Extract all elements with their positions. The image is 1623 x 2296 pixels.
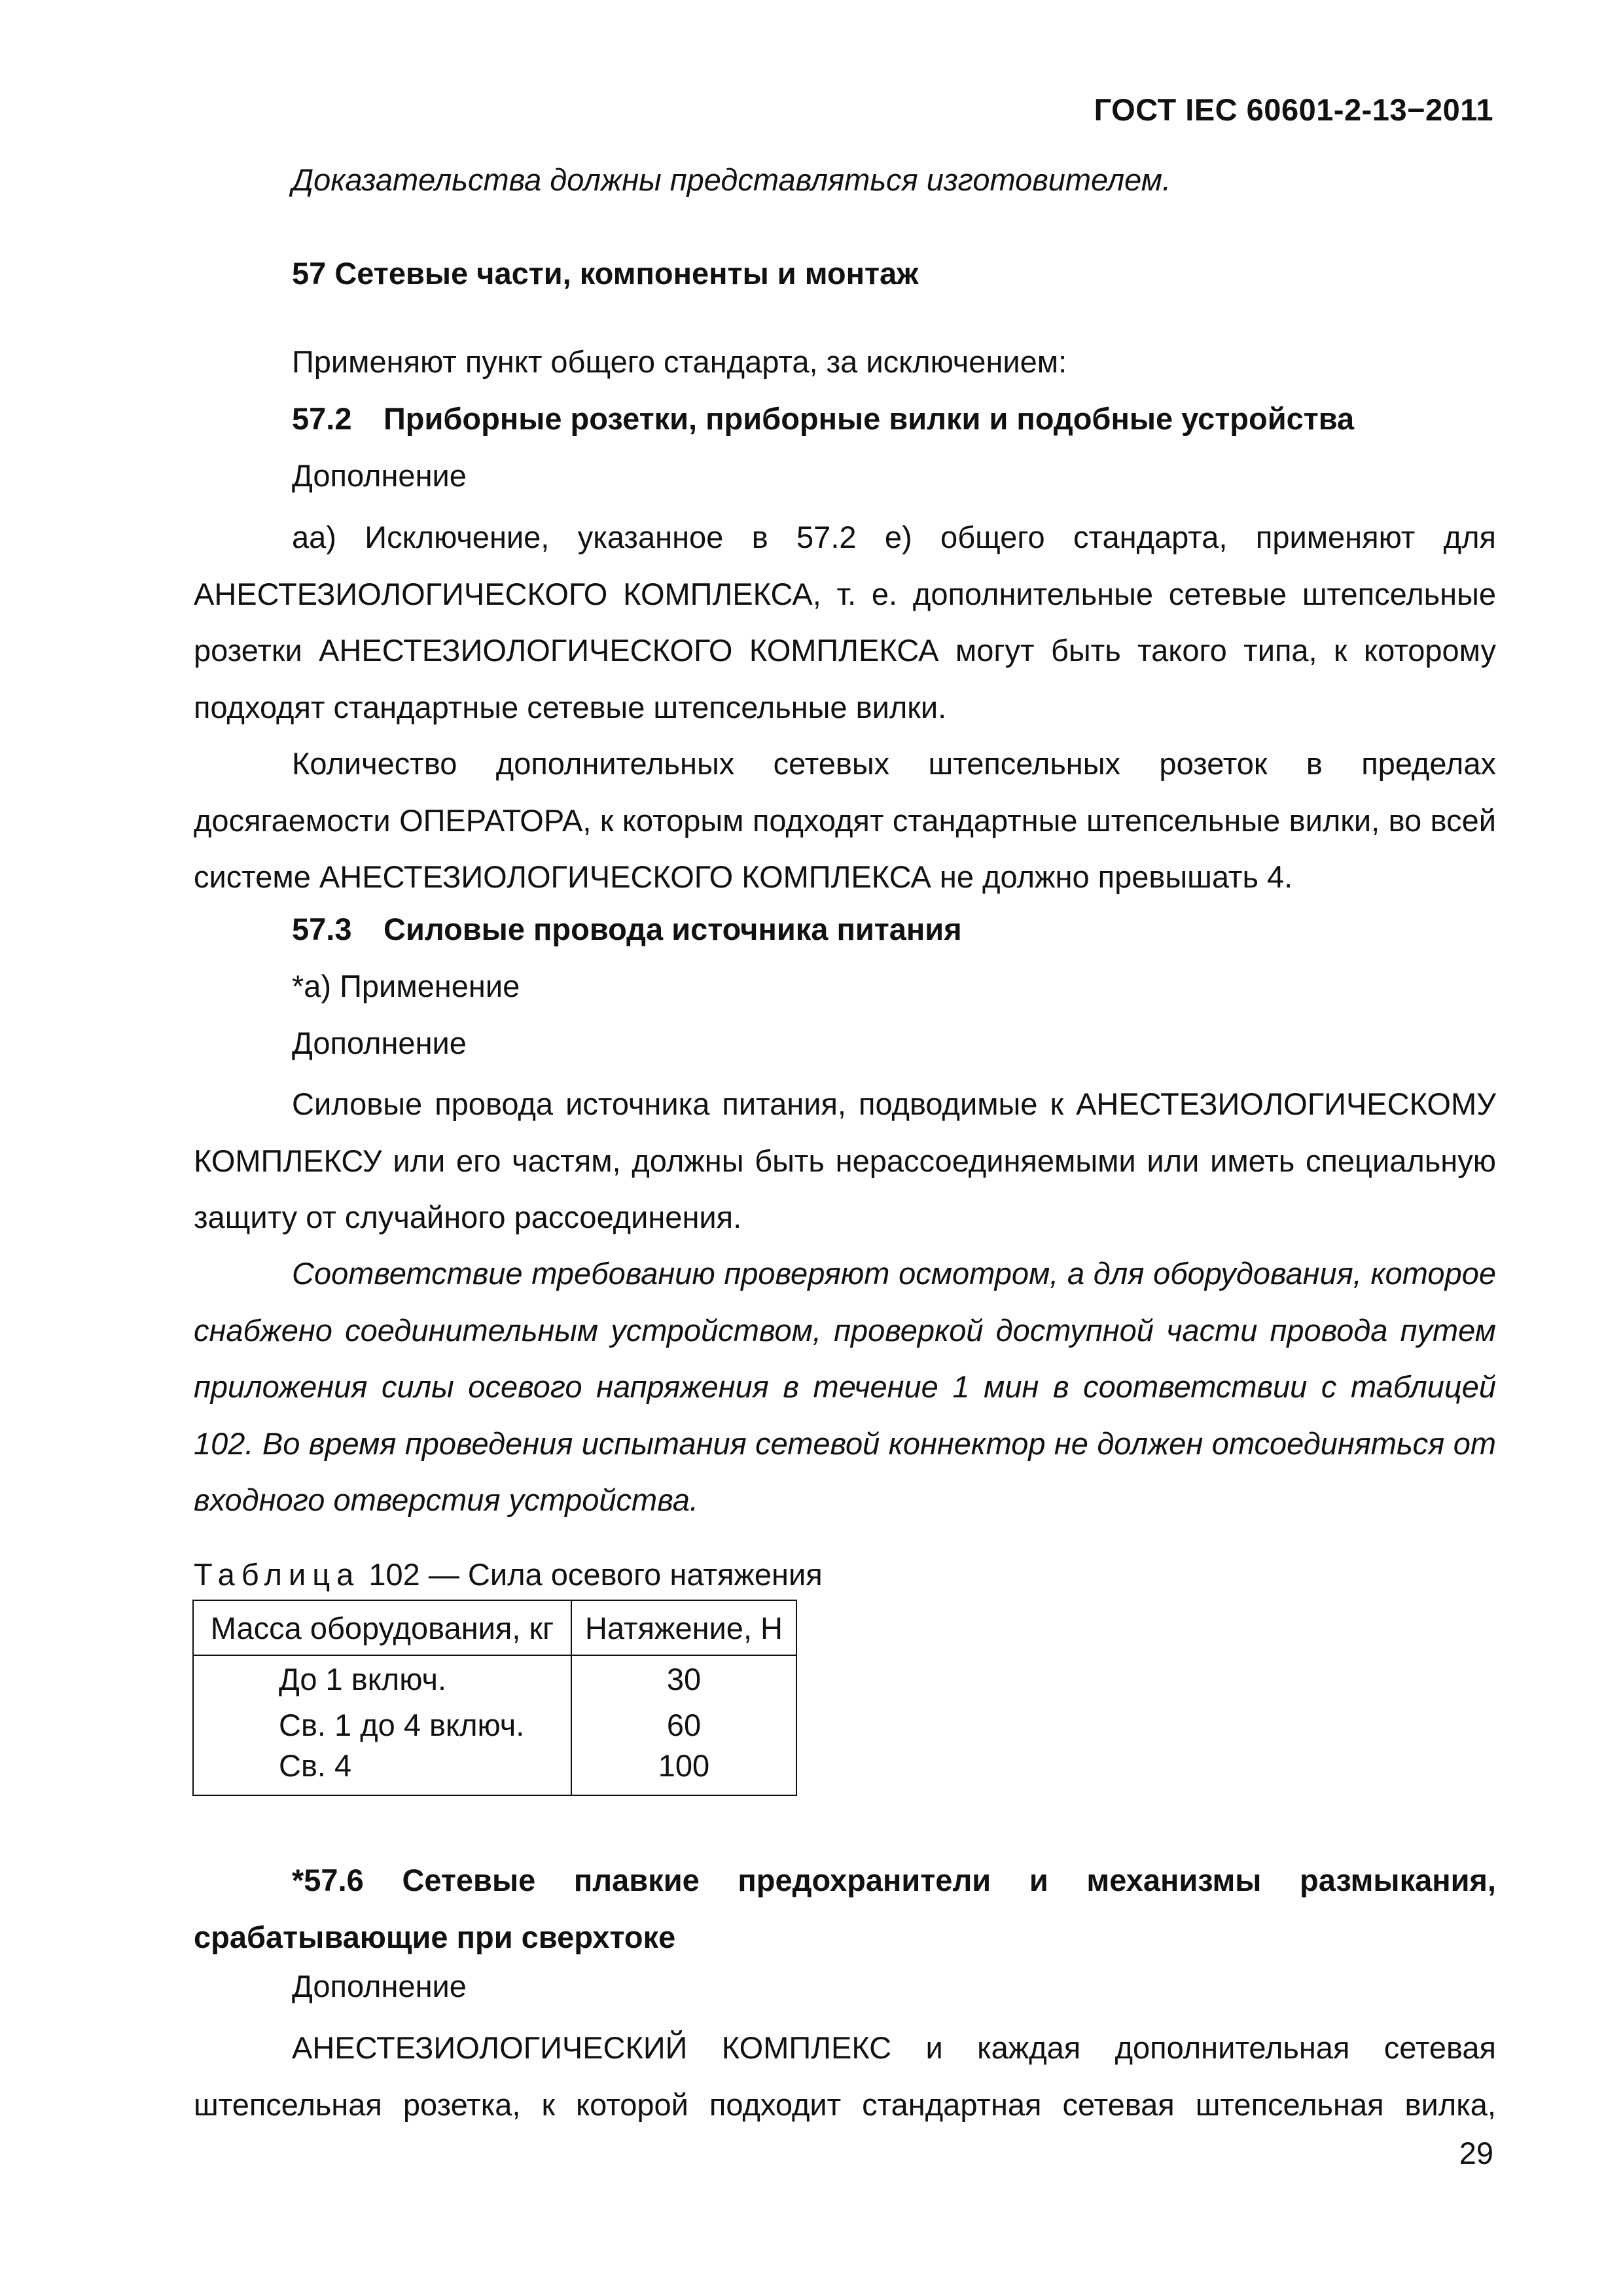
section-57-3-paragraph-compliance: Соответствие требованию проверяют осмотром, а для оборудования, которое снабжено соединительным устройством, проверкой доступной части провода путем приложения силы осевого напряжения в течение 1 мин в соответствии с таблицей 102. Во время проведения испытания сетевой коннектор не должен отсоединяться от входного отверстия устройства. [194, 1256, 1496, 1517]
table-header-tension: Натяжение, Н [571, 1600, 796, 1655]
table-header-row [193, 1600, 796, 1655]
document-code: ГОСТ IEC 60601-2-13−2011 [1094, 92, 1493, 127]
section-57-3-addition: Дополнение [292, 1026, 467, 1060]
section-57-2-paragraph-aa: аа) Исключение, указанное в 57.2 е) общего стандарта, применяют для АНЕСТЕЗИОЛОГИЧЕСКОГО КОМПЛЕКСА, т. е. дополнительные сетевые штепсельные розетки АНЕСТЕЗИОЛОГИЧЕСКОГО КОМПЛЕКСА могут быть такого типа, к которому подходят стандартные сетевые штепсельные вилки. [194, 520, 1496, 725]
table-row [193, 1748, 796, 1795]
section-57-title: 57 Сетевые части, компоненты и монтаж [292, 256, 919, 291]
page-number: 29 [1459, 2136, 1493, 2170]
table-cell-tension: 30 [571, 1655, 796, 1702]
evidence-paragraph: Доказательства должны представляться изготовителем. [292, 162, 1171, 197]
section-57-3-number: 57.3 [292, 912, 352, 946]
table-cell-mass: Св. 4 [193, 1748, 571, 1795]
section-57-6-heading: *57.6 Сетевые плавкие предохранители и механизмы размыкания, срабатывающие при сверхтоке [194, 1863, 1496, 1954]
table-cell-mass: Св. 1 до 4 включ. [193, 1702, 571, 1748]
section-57-2-paragraph-count: Количество дополнительных сетевых штепсельных розеток в пределах досягаемости ОПЕРАТОРА, к которым подходят стандартные штепсельные вилки, во всей системе АНЕСТЕЗИОЛОГИЧЕСКОГО КОМПЛЕКСА не должно превышать 4. [194, 746, 1496, 894]
section-57-2-number: 57.2 [292, 401, 352, 436]
table-cell-tension: 60 [571, 1702, 796, 1748]
table-header-mass: Масса оборудования, кг [193, 1600, 571, 1655]
table-row [193, 1702, 796, 1748]
section-57-6-paragraph: АНЕСТЕЗИОЛОГИЧЕСКИЙ КОМПЛЕКС и каждая дополнительная сетевая штепсельная розетка, к которой подходит стандартная сетевая штепсельная вилка, [194, 2030, 1496, 2122]
section-57-2-addition: Дополнение [292, 458, 467, 493]
apply-paragraph: Применяют пункт общего стандарта, за исключением: [292, 344, 1067, 379]
table-cell-tension: 100 [571, 1748, 796, 1795]
section-57-2-heading [292, 401, 1354, 437]
table-row [193, 1655, 796, 1702]
section-57-3-heading [292, 911, 962, 947]
table-102-caption: Таблица 102 — Сила осевого натяжения [194, 1557, 823, 1592]
section-57-2-title: Приборные розетки, приборные вилки и подобные устройства [383, 401, 1355, 436]
section-57-3-title: Силовые провода источника питания [383, 912, 962, 946]
section-57-6-addition: Дополнение [292, 1969, 467, 2003]
table-102 [192, 1600, 797, 1796]
section-57-3-paragraph-cords: Силовые провода источника питания, подводимые к АНЕСТЕЗИОЛОГИЧЕСКОМУ КОМПЛЕКСУ или его частям, должны быть нерассоединяемыми или иметь специальную защиту от случайного рассоединения. [194, 1086, 1496, 1234]
section-57-3-item-a: *а) Применение [292, 969, 520, 1003]
table-cell-mass: До 1 включ. [193, 1655, 571, 1702]
